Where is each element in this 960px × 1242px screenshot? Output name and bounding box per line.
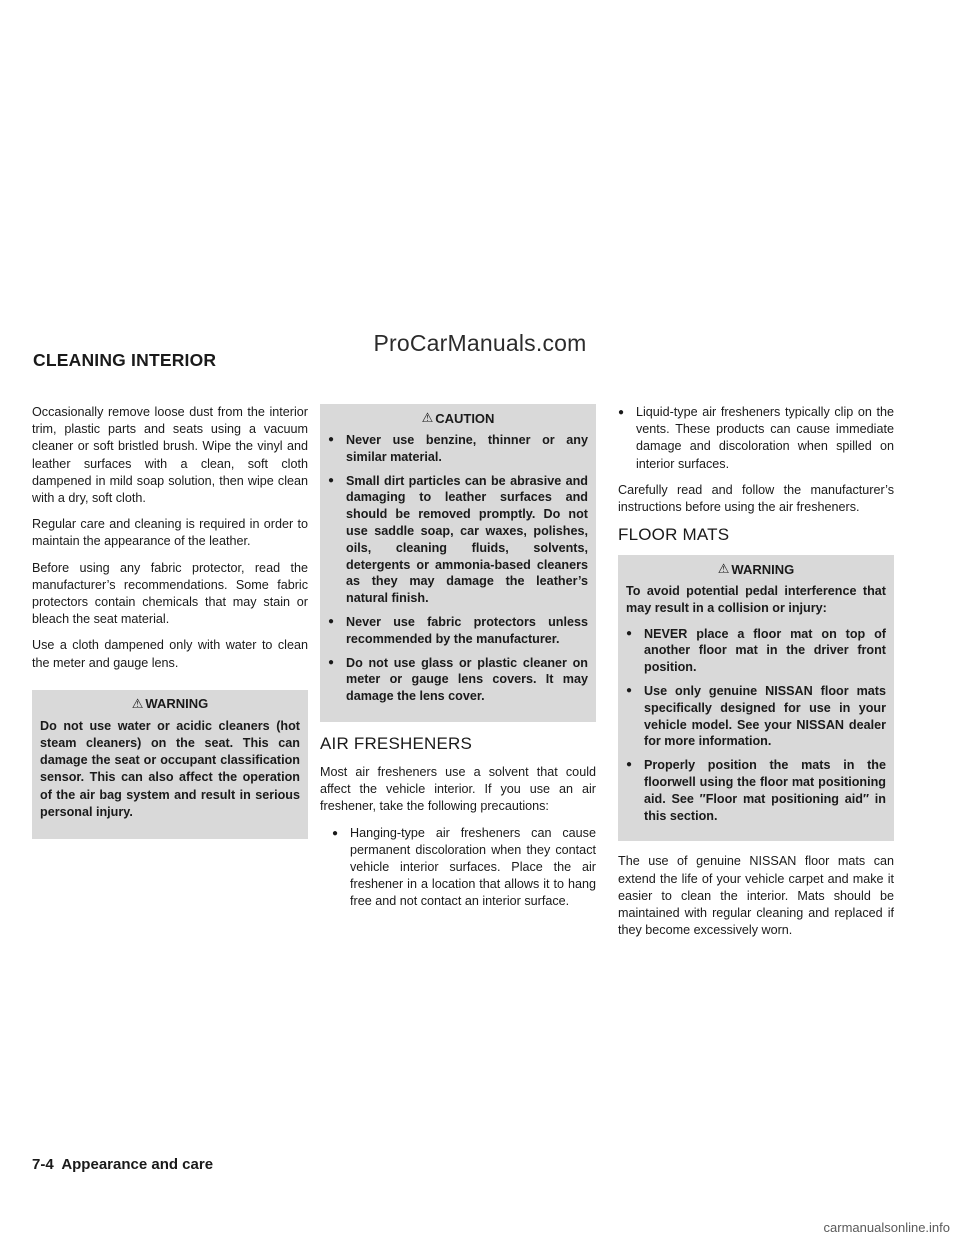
- warning-heading: [40, 694, 300, 718]
- caution-label: CAUTION: [435, 410, 495, 426]
- warning-box: [32, 690, 308, 839]
- air-fresheners-heading: AIR FRESHENERS: [320, 733, 473, 753]
- paragraph: Carefully read and follow the manufacturer’s instructions before using the air fresheners.: [618, 482, 894, 515]
- warning-triangle-icon: ⚠: [131, 695, 144, 711]
- paragraph: Before using any fabric protector, read the manufacturer’s recommendations. Some fabric protectors contain chemicals that may stain or bleach the seat material.: [32, 560, 308, 627]
- caution-item: ● Never use fabric protectors unless recommended by the manufacturer.: [328, 614, 588, 648]
- caution-item: ● Do not use glass or plastic cleaner on meter or gauge lens covers. It may damage the lens cover.: [328, 655, 588, 705]
- site-credit: carmanualsonline.info: [823, 1220, 950, 1235]
- caution-item: ● Small dirt particles can be abrasive and damaging to leather surfaces and should be removed promptly. Do not use saddle soap, car waxes, polishes, oils, cleaning fluids, solvents, detergents or ammonia-based cleaners as they may damage the leather’s natural finish.: [328, 473, 588, 607]
- list-item: ● Liquid-type air fresheners typically clip on the vents. These products can cause immediate damage and discoloration when spilled on interior surfaces.: [618, 404, 894, 473]
- warning-item: ● NEVER place a floor mat on top of another floor mat in the driver front position.: [626, 626, 886, 676]
- chapter-title: Appearance and care: [61, 1156, 214, 1173]
- column-1: [32, 404, 308, 851]
- floor-mats-heading: FLOOR MATS: [618, 525, 730, 545]
- paragraph: The use of genuine NISSAN floor mats can extend the life of your vehicle carpet and make it easier to clean the interior. Mats should be maintained with regular cleaning and replaced if they become excessively worn.: [618, 854, 894, 938]
- warning-item: ● Use only genuine NISSAN floor mats specifically designed for use in your vehicle model. See your NISSAN dealer for more information.: [626, 683, 886, 750]
- page-number: 7-4: [32, 1156, 54, 1173]
- paragraph: Use a cloth dampened only with water to clean the meter and gauge lens.: [32, 638, 308, 670]
- air-fresheners-intro: Most air fresheners use a solvent that could affect the vehicle interior. If you use an air freshener, take the following precautions:: [320, 764, 596, 814]
- watermark: ProCarManuals.com: [373, 330, 587, 356]
- column-2: [320, 404, 596, 920]
- warning-box: [618, 555, 894, 841]
- paragraph: Occasionally remove loose dust from the interior trim, plastic parts and seats using a vacuum cleaner or soft bristled brush. Wipe the vinyl and leather surfaces with a clean, soft cloth dampened in mild soap solution, then wipe clean with a dry, soft cloth.: [32, 405, 308, 506]
- warning-triangle-icon: ⚠: [421, 410, 434, 425]
- warning-heading: [626, 559, 886, 583]
- warning-label: WARNING: [731, 561, 795, 577]
- paragraph: Regular care and cleaning is required in order to maintain the appearance of the leather.: [32, 517, 308, 549]
- warning-label: WARNING: [145, 696, 209, 712]
- list-item: ● Hanging-type air fresheners can cause permanent discoloration when they contact vehicle interior surfaces. Place the air freshener in a location that allows it to hang free and not contact an interior surface.: [332, 825, 596, 911]
- warning-text: Do not use water or acidic cleaners (hot steam cleaners) on the seat. This can damage the seat or occupant classification sensor. This can also affect the operation of the air bag system and result in serious personal injury.: [40, 718, 300, 819]
- page-footer: [32, 1156, 213, 1173]
- warning-triangle-icon: ⚠: [717, 561, 730, 577]
- column-3: [618, 404, 894, 948]
- caution-box: [320, 404, 596, 722]
- caution-item: ● Never use benzine, thinner or any similar material.: [328, 432, 588, 466]
- section-title: CLEANING INTERIOR: [33, 350, 217, 370]
- warning-item: ● Properly position the mats in the floorwell using the floor mat positioning aid. See ″Floor mat positioning aid″ in this section.: [626, 757, 886, 824]
- warning-intro: To avoid potential pedal interference that may result in a collision or injury:: [626, 584, 886, 616]
- caution-heading: [328, 408, 588, 432]
